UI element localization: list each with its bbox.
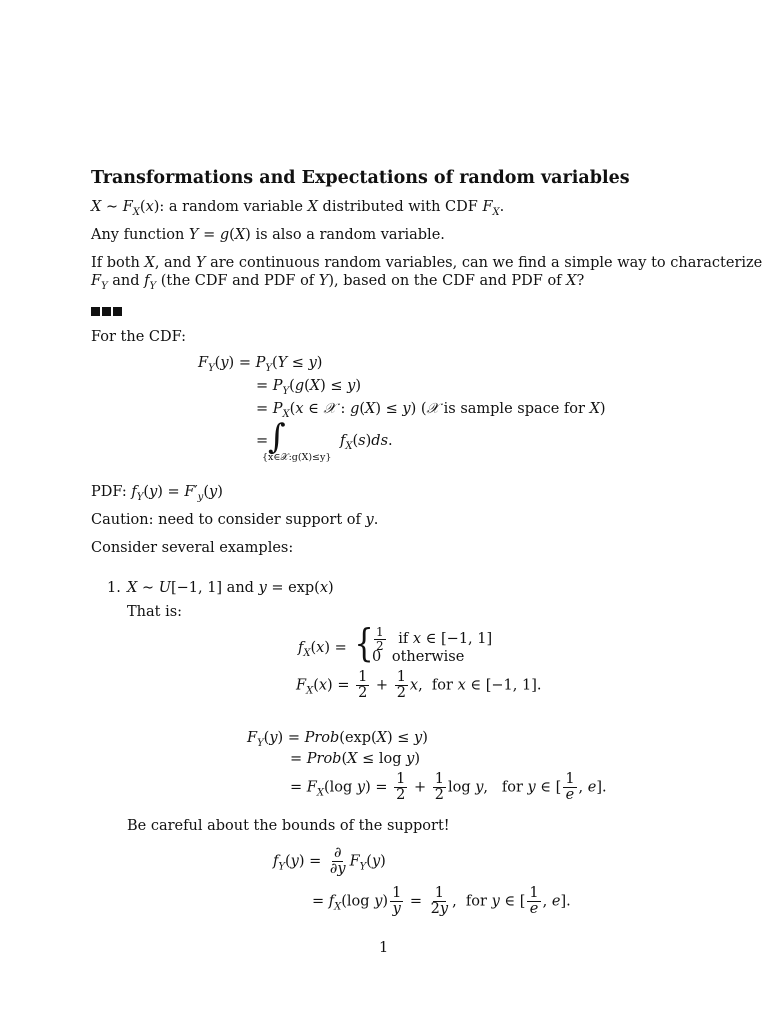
intro-line-3b: $F_Y$ and $f_Y$ (the CDF and PDF of Y), based on the CDF and PDF of X? (91, 273, 585, 292)
consider-line: Consider several examples: (91, 540, 294, 556)
left-brace: { (354, 621, 374, 665)
example-1-number: 1. (107, 580, 121, 596)
cdf-eq-4-tail: $f_X(s)ds$. (340, 433, 393, 452)
page-number: 1 (379, 940, 389, 956)
caution-line: Caution: need to consider support of y. (91, 512, 379, 528)
cdf-eq-3: = $P_X(x$ ∈ 𝒳 : g(X) ≤ y) (𝒳 is sample space for X) (256, 401, 606, 420)
Fx-eq: $F_X(x)$ = $\frac{1}{2}$ + $\frac{1}{2}$ x, for x ∈ [−1, 1]. (296, 669, 542, 702)
Fy-eq-3: = $F_X(\log$ y) = $\frac{1}{2}$ + $\frac{1}{2}$ log y, for y ∈ [ $\frac{1}{e}$ , e]. (290, 771, 607, 804)
intro-line-1: X ∼ $F_X(x)$: a random variable X distributed with CDF $F_X$. (91, 199, 505, 218)
Fy-eq-1: $F_Y(y)$ = Prob(exp(X) ≤ y) (247, 730, 428, 749)
qed-boxes (91, 304, 124, 321)
intro-line-3a: If both X, and Y are continuous random variables, can we find a simple way to characterize (91, 255, 763, 271)
careful-line: Be careful about the bounds of the support! (127, 818, 450, 834)
integral-subscript: {x∈𝒳:g(X)≤y} (262, 452, 332, 463)
cdf-eq-2: = $P_Y(g(X) \le y)$ (256, 378, 362, 397)
case-1: $\frac{1}{2}$ if x ∈ [−1, 1] (376, 625, 493, 653)
fx-lhs: $f_X(x)$ = (298, 640, 347, 659)
pdf-line: PDF: $f_Y(y) = F'_y(y)$ (91, 484, 223, 503)
case-2: 0 otherwise (372, 649, 465, 665)
Fy-eq-2: = Prob(X ≤ log y) (290, 751, 420, 767)
page-title: Transformations and Expectations of random variables (91, 168, 630, 188)
intro-line-2: Any function Y = g(X) is also a random variable. (91, 227, 445, 243)
cdf-eq-1: $F_Y(y) = P_Y(Y \le y)$ (198, 355, 323, 374)
that-is: That is: (127, 604, 183, 620)
fy-eq-2: = $f_X(\log$ y) $\frac{1}{y}$ = $\frac{1}{2y}$ , for y ∈ [ $\frac{1}{e}$ , e]. (312, 885, 571, 918)
cdf-label: For the CDF: (91, 329, 187, 345)
fy-eq-1: $f_Y(y)$ = $\frac{\partial}{\partial y}$ $F_Y(y)$ (273, 845, 386, 878)
example-1-statement: X ∼ U[−1, 1] and y = exp(x) (127, 580, 334, 596)
cdf-eq-4-eq: = (256, 433, 269, 449)
integral-sign: ∫ (268, 417, 286, 457)
